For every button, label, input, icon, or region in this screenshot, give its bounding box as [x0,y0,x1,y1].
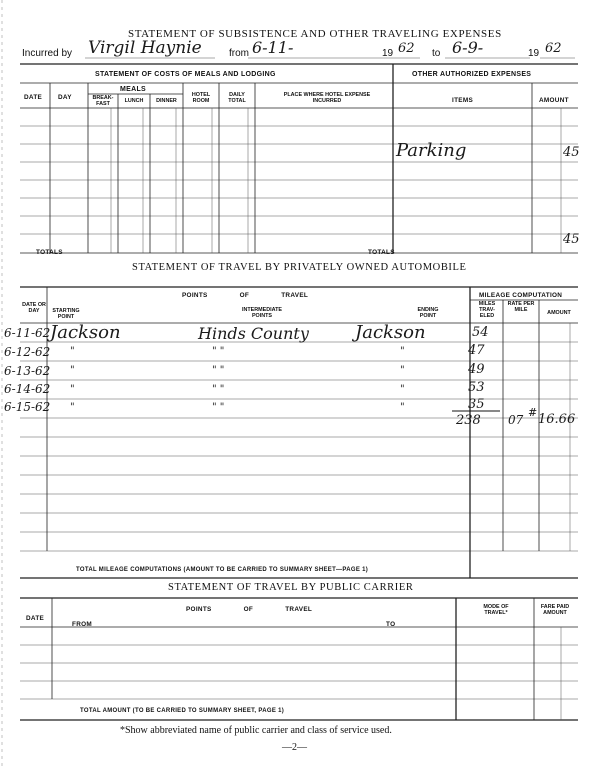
col-items: ITEMS [452,97,474,104]
auto-total-miles: 238 [456,413,481,428]
auto-row-intermediate: " " [212,346,225,357]
auto-points-of-travel: POINTS OF TRAVEL [182,292,309,299]
year-suffix-1: 62 [398,41,415,56]
auto-row-date: 6-13-62 [4,364,51,378]
year-prefix-2: 19 [528,48,540,59]
incurred-by-label: Incurred by [22,48,73,59]
other-expense-item: Parking [396,140,467,161]
auto-row-date: 6-14-62 [4,382,51,396]
col-daily-total: DAILY TOTAL [228,92,246,104]
col-meals: MEALS [120,86,146,93]
auto-total-rate: 07 [508,413,524,427]
mileage-computation-label: MILEAGE COMPUTATION [479,292,563,299]
to-date: 6-9- [452,38,484,57]
auto-footer: TOTAL MILEAGE COMPUTATIONS (AMOUNT TO BE CARRIED TO SUMMARY SHEET—PAGE 1) [76,567,369,573]
auto-row-miles: 49 [468,362,485,377]
auto-row-miles: 53 [468,380,485,395]
auto-row-date: 6-15-62 [4,400,51,414]
other-total-amount: 45 [563,232,580,247]
other-totals-label: TOTALS [368,249,395,256]
auto-row-date: 6-12-62 [4,345,51,359]
col-lunch: LUNCH [124,98,144,104]
auto-row-start: " [70,402,75,413]
auto-row-end: " [400,346,405,357]
to-label: to [432,48,441,59]
auto-total-amount: 16.66 [538,412,576,427]
col-hotel-room: HOTEL ROOM [191,92,211,104]
auto-rate-hash: # [528,406,538,419]
auto-row-start: " [70,346,75,357]
from-date: 6-11- [252,38,294,57]
auto-row-miles: 35 [468,397,485,412]
auto-row-intermediate: " " [212,402,225,413]
col-day: DAY [58,94,72,101]
other-expense-amount: 45 [563,145,580,160]
page-number: —2— [282,742,307,753]
auto-col-rate: RATE PER MILE [507,301,535,313]
col-amount: AMOUNT [539,97,569,104]
carrier-to-label: TO [386,621,396,628]
auto-row-end: " [400,384,405,395]
auto-col-starting: STARTING POINT [52,308,80,320]
other-expenses-title: OTHER AUTHORIZED EXPENSES [412,71,532,78]
auto-row-start: " [70,384,75,395]
auto-row-start: " [70,365,75,376]
year-suffix-2: 62 [545,41,562,56]
auto-row-intermediate: " " [212,365,225,376]
carrier-footer: TOTAL AMOUNT (TO BE CARRIED TO SUMMARY SHEET, PAGE 1) [80,708,285,714]
carrier-points-of-travel: POINTS OF TRAVEL [186,606,313,613]
auto-col-date: DATE OR DAY [22,302,46,314]
footnote: *Show abbreviated name of public carrier and class of service used. [120,725,392,736]
carrier-from-label: FROM [72,621,93,628]
form-title: STATEMENT OF SUBSISTENCE AND OTHER TRAVELING EXPENSES [128,28,502,40]
col-dinner: DINNER [156,98,177,104]
col-breakfast: BREAK-FAST [92,95,114,107]
auto-row-intermediate: Hinds County [198,324,309,343]
meals-section-title: STATEMENT OF COSTS OF MEALS AND LODGING [95,71,276,78]
meals-totals-label: TOTALS [36,249,63,256]
auto-col-ending: ENDING POINT [417,307,439,319]
auto-section-title: STATEMENT OF TRAVEL BY PRIVATELY OWNED AUTOMOBILE [132,262,467,273]
auto-col-miles: MILES TRAV-ELED [478,301,496,319]
auto-row-intermediate: " " [212,384,225,395]
auto-row-end: " [400,402,405,413]
carrier-col-fare: FARE PAID AMOUNT [540,604,570,616]
auto-row-start: Jackson [50,322,121,343]
auto-row-end: " [400,365,405,376]
auto-row-miles: 54 [472,325,489,340]
carrier-col-mode: MODE OF TRAVEL* [483,604,509,616]
year-prefix-1: 19 [382,48,394,59]
auto-row-date: 6-11-62 [4,326,51,340]
col-place: PLACE WHERE HOTEL EXPENSE INCURRED [283,92,371,104]
incurred-by-value: Virgil Haynie [88,38,202,58]
from-label: from [229,48,249,59]
auto-row-miles: 47 [468,343,485,358]
auto-row-end: Jackson [355,322,426,343]
auto-col-intermediate: INTERMEDIATE POINTS [241,307,283,319]
carrier-section-title: STATEMENT OF TRAVEL BY PUBLIC CARRIER [168,582,414,593]
carrier-col-date: DATE [26,615,45,622]
col-date: DATE [24,94,43,101]
auto-col-amount: AMOUNT [547,310,571,316]
